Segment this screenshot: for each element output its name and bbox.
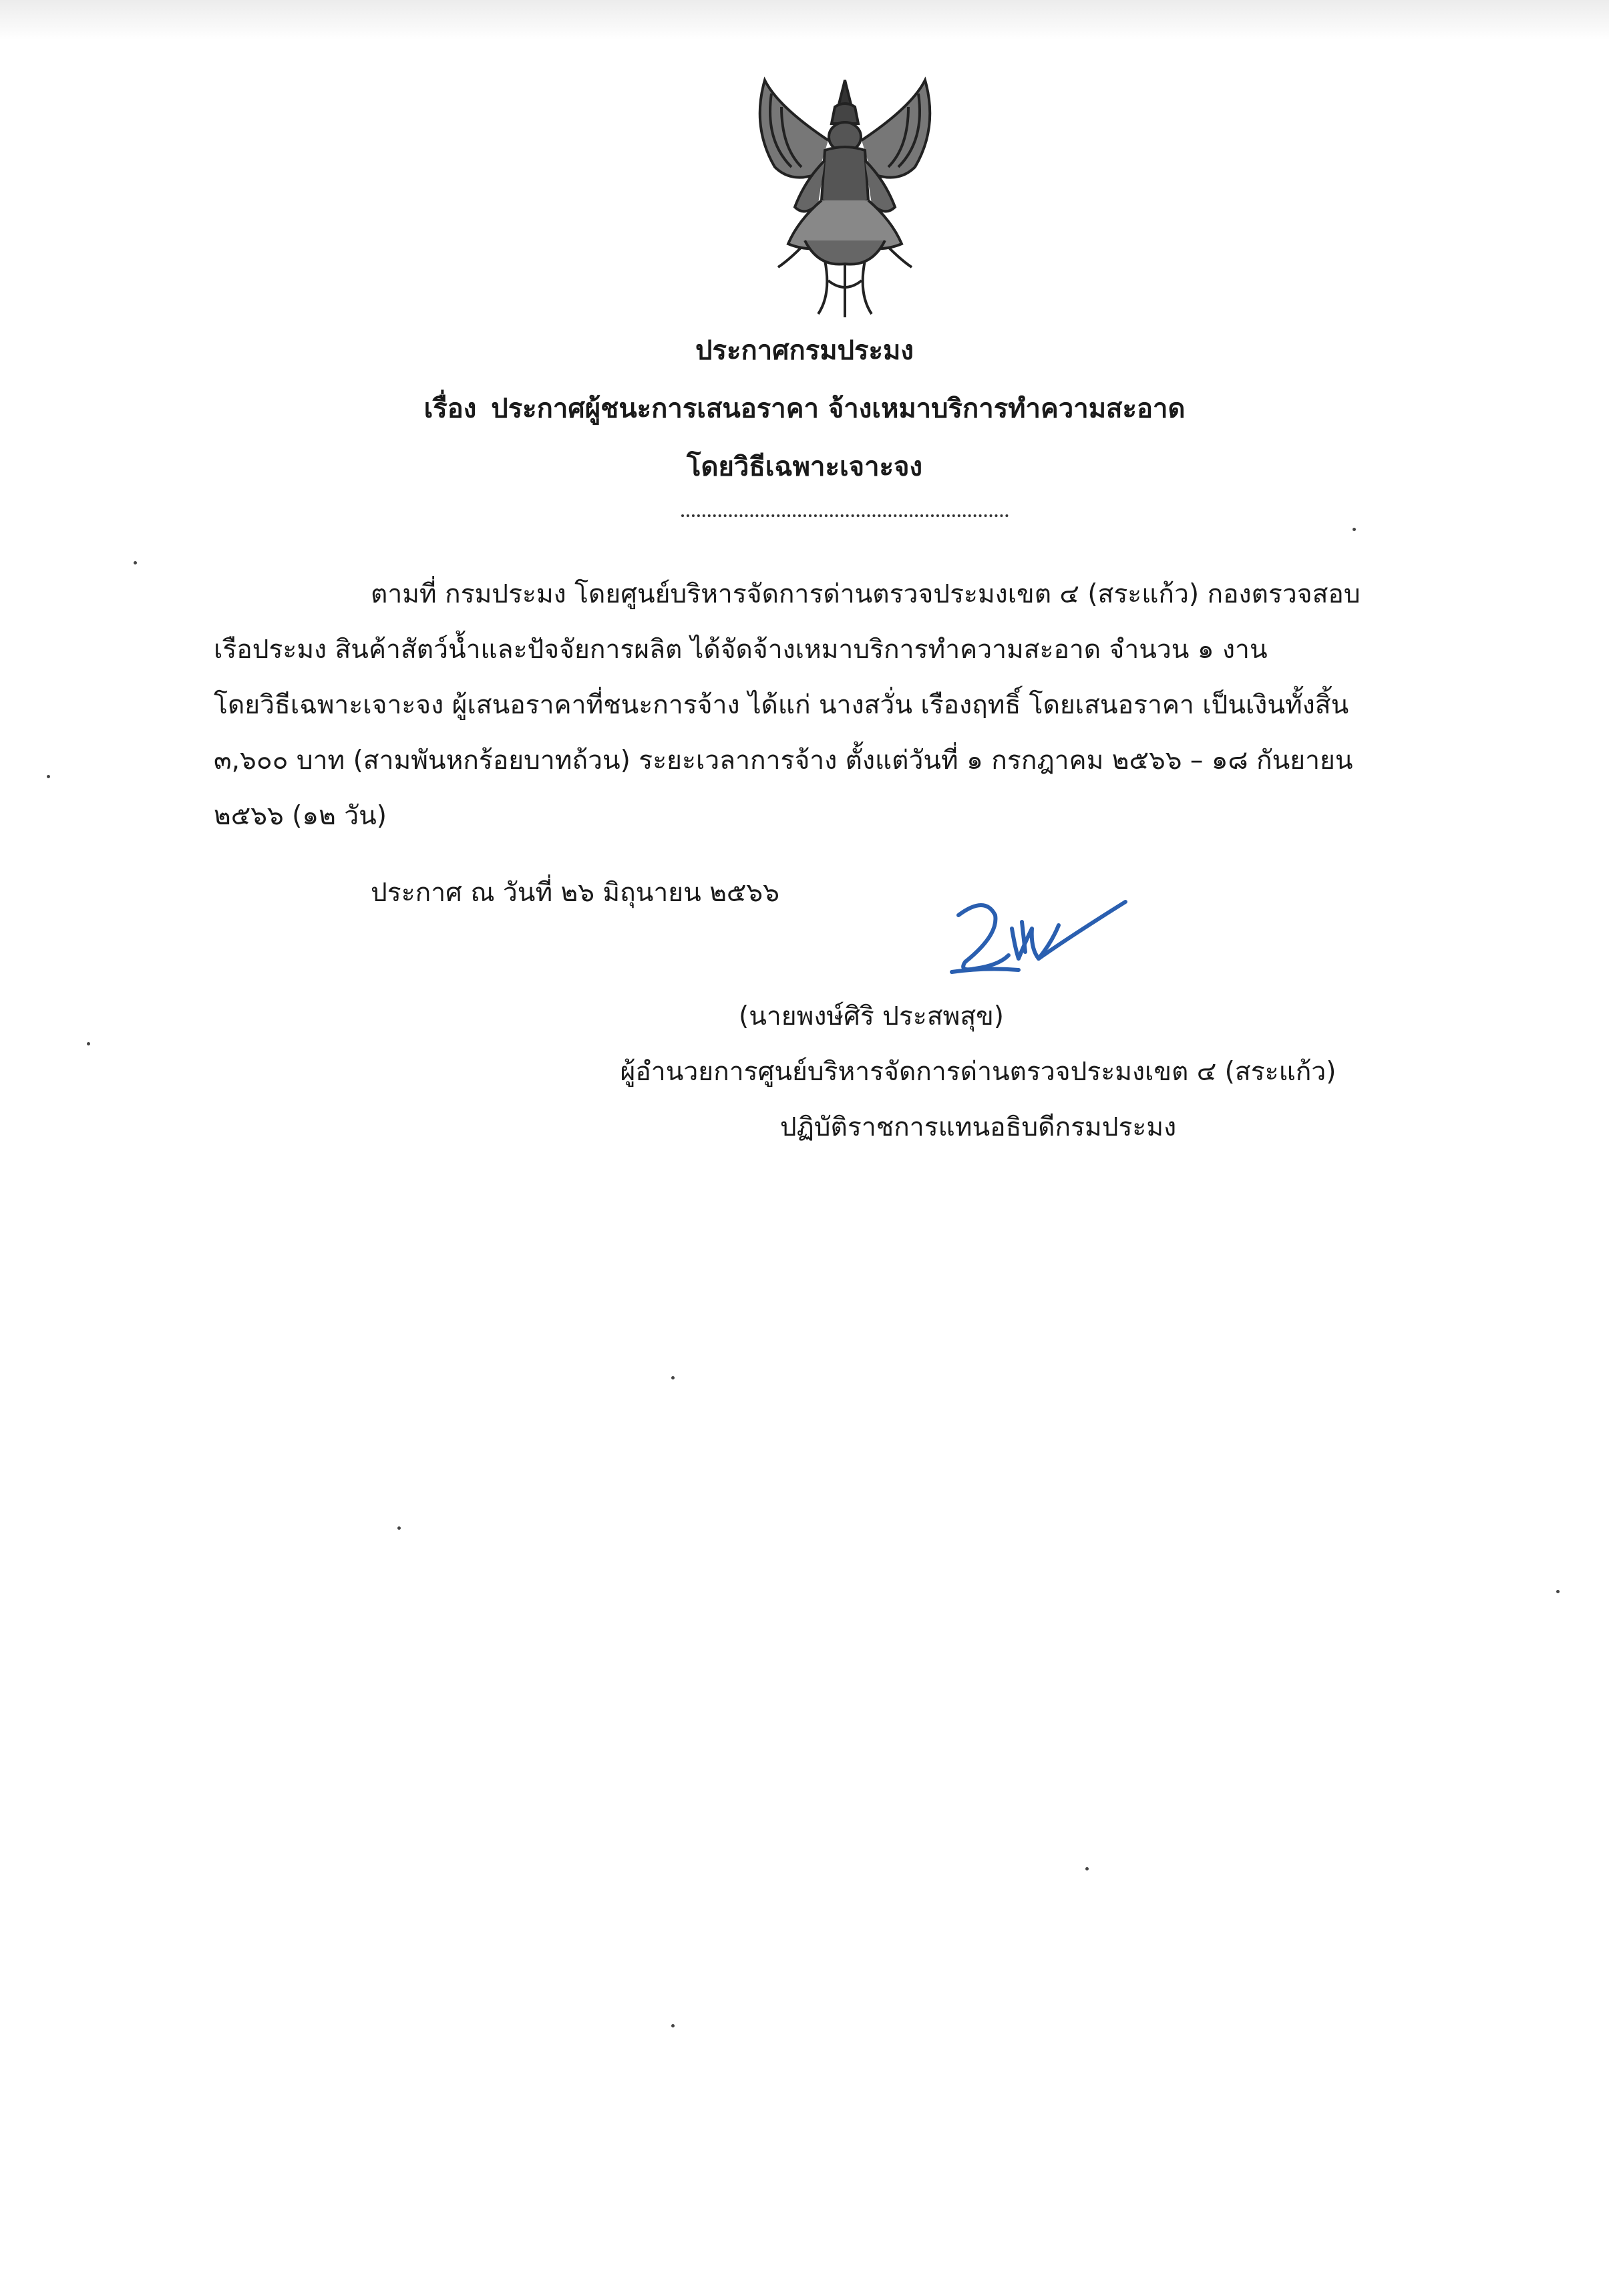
scan-speck [671, 2024, 675, 2027]
document-title: ประกาศกรมประมง [695, 335, 914, 366]
announcement-date: ประกาศ ณ วันที่ ๒๖ มิถุนายน ๒๕๖๖ [371, 878, 779, 908]
signer-position: ผู้อำนวยการศูนย์บริหารจัดการด่านตรวจประมงเขต ๔ (สระแก้ว) [620, 1057, 1336, 1087]
body-line: เรือประมง สินค้าสัตว์น้ำและปัจจัยการผลิต ได้จัดจ้างเหมาบริการทำความสะอาด จำนวน ๑ งาน [214, 635, 1268, 665]
body-line: โดยวิธีเฉพาะเจาะจง ผู้เสนอราคาที่ชนะการจ้าง ได้แก่ นางสวั่น เรืองฤทธิ์ โดยเสนอราคา เป็นเงินทั้งสิ้น [214, 690, 1349, 720]
scan-shadow [0, 0, 1609, 40]
scan-speck [671, 1376, 675, 1379]
subject-label: เรื่อง [423, 393, 477, 424]
scan-speck [1353, 528, 1356, 531]
scan-speck [87, 1042, 90, 1045]
scan-speck [134, 561, 137, 564]
scan-speck [1556, 1590, 1560, 1593]
scan-speck [397, 1526, 401, 1530]
body-line: ๓,๖๐๐ บาท (สามพันหกร้อยบาทถ้วน) ระยะเวลาการจ้าง ตั้งแต่วันที่ ๑ กรกฎาคม ๒๕๖๖ – ๑๘ กันยายน [214, 746, 1353, 776]
scan-speck [47, 775, 50, 778]
procurement-method: โดยวิธีเฉพาะเจาะจง [686, 452, 923, 482]
subject-text: ประกาศผู้ชนะการเสนอราคา จ้างเหมาบริการทำความสะอาด [491, 393, 1186, 424]
subject-line [0, 395, 1609, 422]
garuda-emblem-icon [725, 67, 965, 321]
body-line: ๒๕๖๖ (๑๒ วัน) [214, 801, 387, 831]
dotted-separator [681, 514, 1009, 520]
scan-speck [1085, 1867, 1089, 1870]
signer-acting-on-behalf: ปฏิบัติราชการแทนอธิบดีกรมประมง [779, 1112, 1177, 1142]
signer-name: (นายพงษ์ศิริ ประสพสุข) [738, 1001, 1005, 1031]
body-line: ตามที่ กรมประมง โดยศูนย์บริหารจัดการด่านตรวจประมงเขต ๔ (สระแก้ว) กองตรวจสอบ [371, 579, 1361, 609]
handwritten-signature [938, 888, 1139, 989]
